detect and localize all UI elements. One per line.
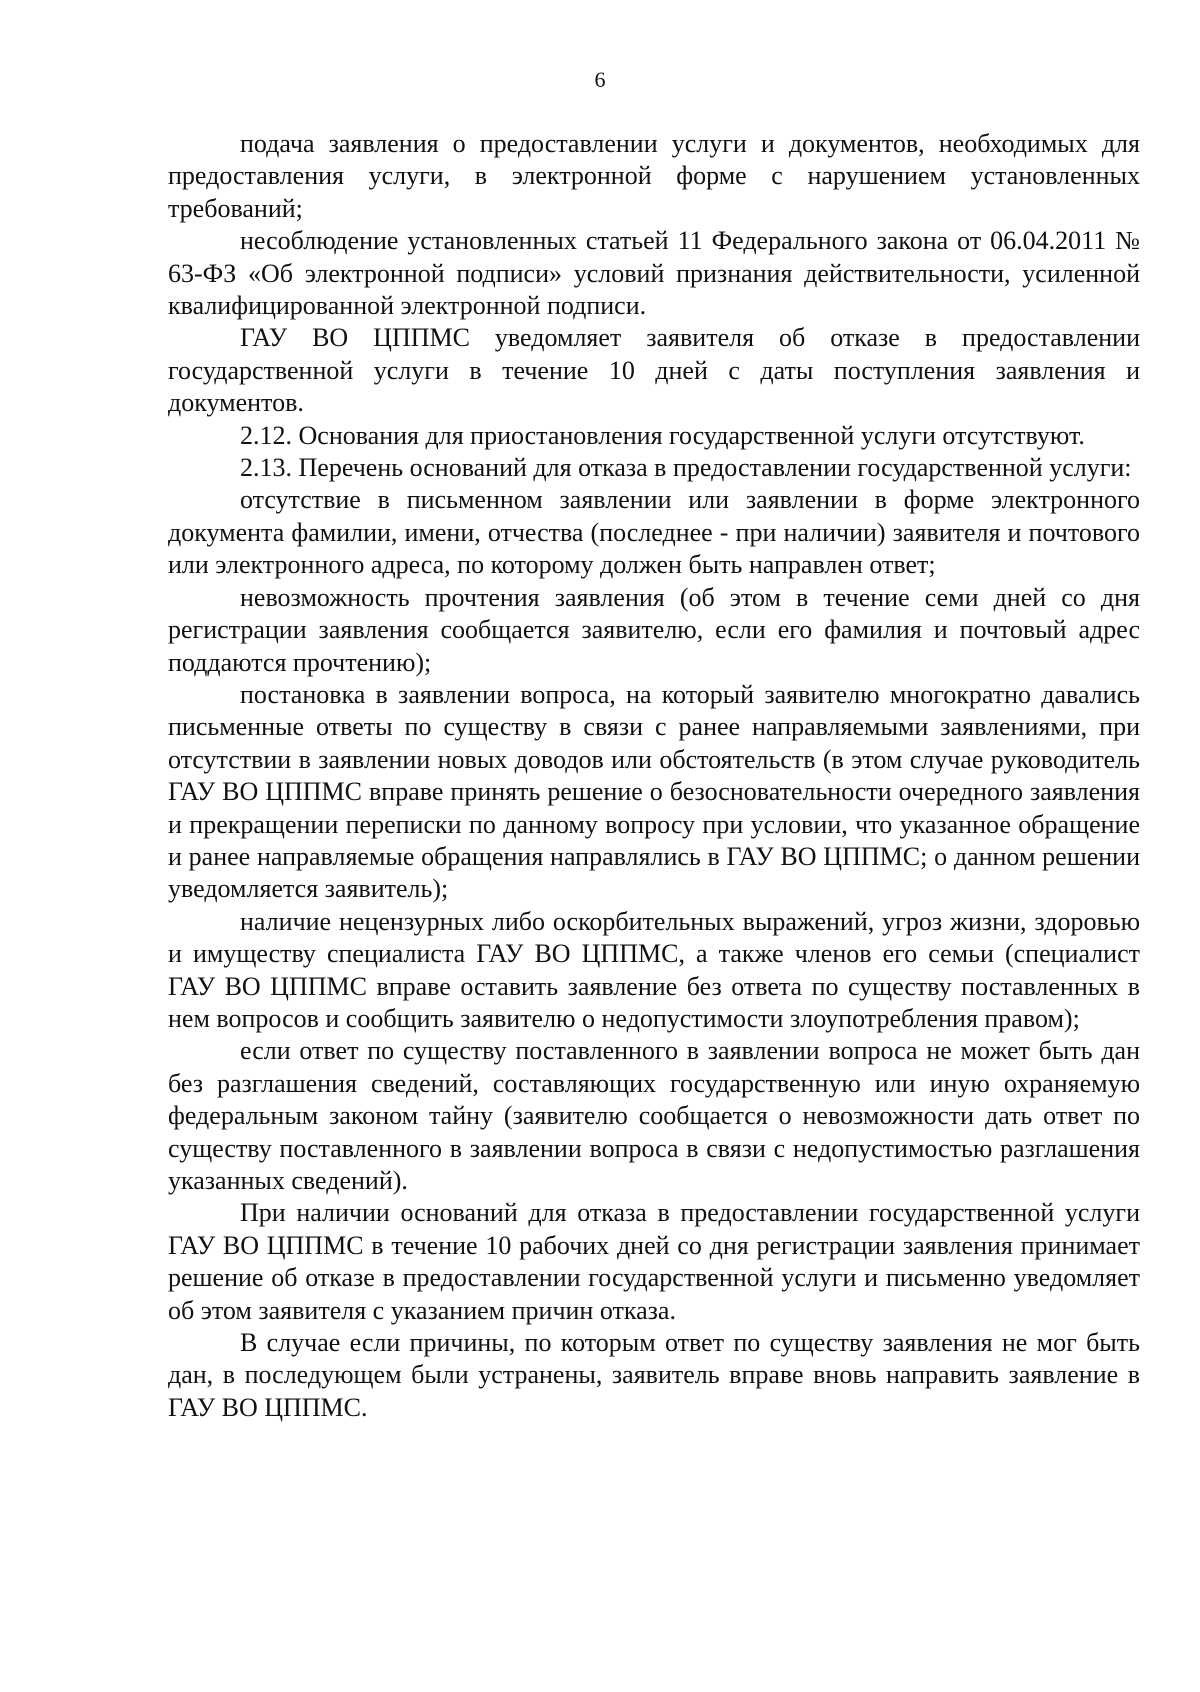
paragraph-missing-applicant-data: отсутствие в письменном заявлении или заявлении в форме электронного документа фамилии, имени, отчества (последнее - при наличии) заявителя и почтового или электронного адреса, по которому должен быть направлен ответ; bbox=[168, 485, 1140, 580]
paragraph-section-2-13: 2.13. Перечень оснований для отказа в предоставлении государственной услуги: bbox=[240, 453, 1132, 483]
paragraph-refusal-notice: ГАУ ВО ЦППМС уведомляет заявителя об отказе в предоставлении государственной услуги в течение 10 дней с даты поступления заявления и документов. bbox=[168, 323, 1140, 418]
paragraph-repeated-question: постановка в заявлении вопроса, на который заявителю многократно давались письменные ответы по существу в связи с ранее направляемыми заявлениями, при отсутствии в заявлении новых доводов или обстоятельств (в этом случае руководитель ГАУ ВО ЦППМС вправе принять решение о безосновательности очередного заявления и прекращении переписки по данному вопросу при условии, что указанное обращение и ранее направляемые обращения направлялись в ГАУ ВО ЦППМС; о данном решении уведомляется заявитель); bbox=[168, 679, 1140, 904]
page-number: 6 bbox=[594, 67, 606, 92]
paragraph-signature-conditions: несоблюдение установленных статьей 11 Федерального закона от 06.04.2011 № 63-ФЗ «Об электронной подписи» условий признания действительности, усиленной квалифицированной электронной подписи. bbox=[168, 226, 1140, 321]
paragraph-offensive-language: наличие нецензурных либо оскорбительных выражений, угроз жизни, здоровью и имуществу специалиста ГАУ ВО ЦППМС, а также членов его семьи (специалист ГАУ ВО ЦППМС вправе оставить заявление без ответа по существу поставленных в нем вопросов и сообщить заявителю о недопустимости злоупотребления правом); bbox=[168, 906, 1140, 1033]
paragraph-section-2-12: 2.12. Основания для приостановления государственной услуги отсутствуют. bbox=[240, 420, 1085, 450]
document-body bbox=[168, 128, 1140, 1424]
paragraph-resubmission: В случае если причины, по которым ответ по существу заявления не мог быть дан, в последующем были устранены, заявитель вправе вновь направить заявление в ГАУ ВО ЦППМС. bbox=[168, 1328, 1140, 1422]
paragraph-refusal-decision: При наличии оснований для отказа в предоставлении государственной услуги ГАУ ВО ЦППМС в течение 10 рабочих дней со дня регистрации заявления принимает решение об отказе в предоставлении государственной услуги и письменно уведомляет об этом заявителя с указанием причин отказа. bbox=[168, 1198, 1140, 1325]
paragraph-electronic-form-violation: подача заявления о предоставлении услуги и документов, необходимых для предоставления услуги, в электронной форме с нарушением установленных требований; bbox=[168, 129, 1140, 223]
paragraph-protected-secret: если ответ по существу поставленного в заявлении вопроса не может быть дан без разглашения сведений, составляющих государственную или иную охраняемую федеральным законом тайну (заявителю сообщается о невозможности дать ответ по существу поставленного в заявлении вопроса в связи с недопустимостью разглашения указанных сведений). bbox=[168, 1036, 1140, 1195]
paragraph-unreadable-application: невозможность прочтения заявления (об этом в течение семи дней со дня регистрации заявления сообщается заявителю, если его фамилия и почтовый адрес поддаются прочтению); bbox=[168, 582, 1140, 677]
